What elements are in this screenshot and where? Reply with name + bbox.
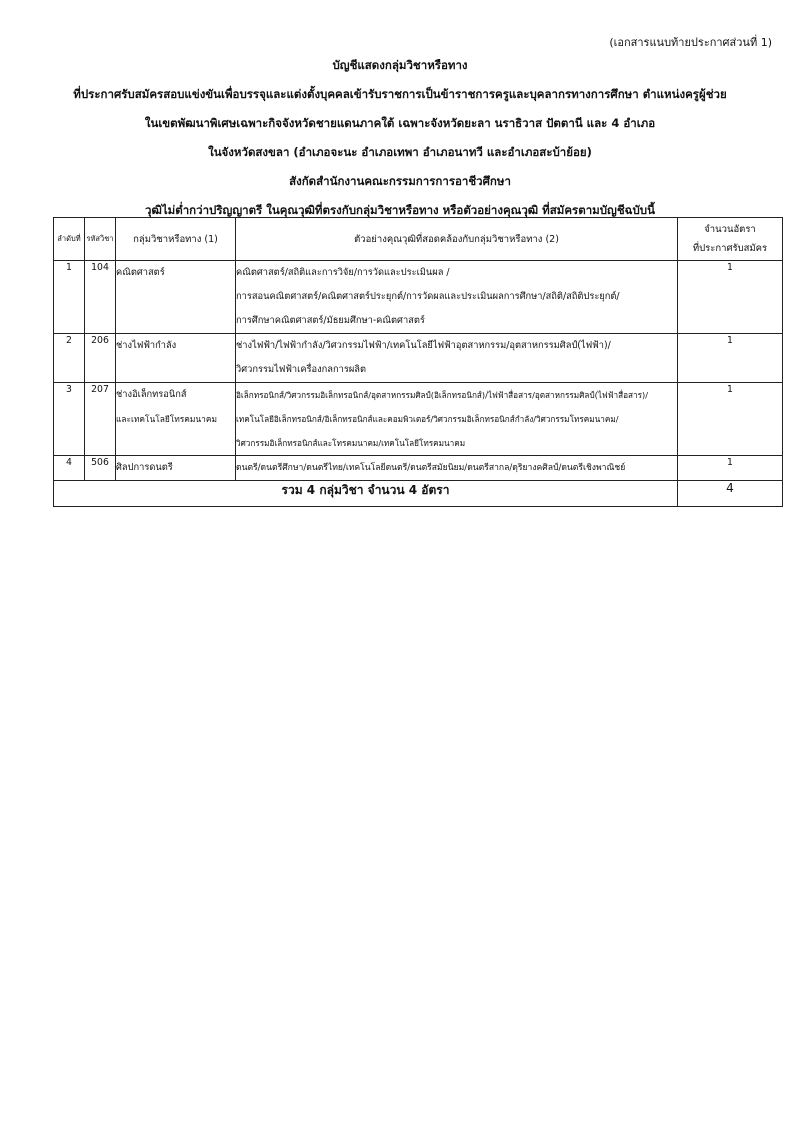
heading-line-4: ในจังหวัดสงขลา (อำเภอจะนะ อำเภอเทพา อำเภอนาทวี และอำเภอสะบ้าย้อย) (208, 145, 592, 159)
header-code: รหัสวิชา (85, 218, 116, 261)
row-subject (116, 334, 236, 383)
row-subject (116, 261, 236, 334)
row-code: 207 (85, 383, 116, 456)
row-subject (116, 456, 236, 481)
row-no: 3 (54, 383, 85, 456)
qualification-line: วิศวกรรมอิเล็กทรอนิกส์และโทรคมนาคม/เทคโนโลยีโทรคมนาคม (236, 438, 466, 448)
qualification-line: เทคโนโลยีอิเล็กทรอนิกส์/อิเล็กทรอนิกส์และคอมพิวเตอร์/วิศวกรรมอิเล็กทรอนิกส์กำลัง/วิศวกรรมโทรคมนาคม/ (236, 414, 619, 424)
document-heading (40, 58, 760, 232)
table-row (54, 383, 783, 456)
subject-line: และเทคโนโลยีโทรคมนาคม (116, 414, 217, 424)
header-qualification: ตัวอย่างคุณวุฒิที่สอดคล้องกับกลุ่มวิชาหรือทาง (2) (236, 218, 678, 261)
qualification-line: การสอนคณิตศาสตร์/คณิตศาสตร์ประยุกต์/การวัดผลและประเมินผลการศึกษา/สถิติ/สถิติประยุกต์/ (236, 291, 620, 302)
row-code: 206 (85, 334, 116, 383)
table-row (54, 456, 783, 481)
subject-line: ศิลปการดนตรี (116, 462, 173, 473)
row-quota: 1 (678, 261, 783, 334)
header-no: ลำดับที่ (54, 218, 85, 261)
row-quota: 1 (678, 456, 783, 481)
row-qualification (236, 456, 678, 481)
row-subject (116, 383, 236, 456)
heading-line-3: ในเขตพัฒนาพิเศษเฉพาะกิจจังหวัดชายแดนภาคใต้ เฉพาะจังหวัดยะลา นราธิวาส ปัตตานี และ 4 อำเภอ (144, 116, 656, 130)
table-row (54, 261, 783, 334)
qualification-line: อิเล็กทรอนิกส์/วิศวกรรมอิเล็กทรอนิกส์/อุตสาหกรรมศิลป์(อิเล็กทรอนิกส์)/ไฟฟ้าสื่อสาร/อุตสาหกรรมศิลป์(ไฟฟ้าสื่อสาร)/ (236, 390, 648, 400)
row-quota: 1 (678, 383, 783, 456)
subject-line: ช่างไฟฟ้ากำลัง (116, 340, 177, 351)
subject-line: คณิตศาสตร์ (116, 267, 165, 278)
row-code: 104 (85, 261, 116, 334)
row-quota: 1 (678, 334, 783, 383)
attachment-note: (เอกสารแนบท้ายประกาศส่วนที่ 1) (609, 36, 772, 49)
row-no: 1 (54, 261, 85, 334)
total-label: รวม 4 กลุ่มวิชา จำนวน 4 อัตรา (54, 481, 678, 507)
row-qualification (236, 261, 678, 334)
header-quota-line1: จำนวนอัตรา (704, 224, 756, 235)
table-total-row (54, 481, 783, 507)
row-no: 4 (54, 456, 85, 481)
total-value: 4 (678, 481, 783, 507)
qualification-line: การศึกษาคณิตศาสตร์/มัธยมศึกษา-คณิตศาสตร์ (236, 315, 425, 326)
header-quota-line2: ที่ประกาศรับสมัคร (692, 243, 768, 254)
qualification-line: ช่างไฟฟ้า/ไฟฟ้ากำลัง/วิศวกรรมไฟฟ้า/เทคโนโลยีไฟฟ้าอุตสาหกรรม/อุตสาหกรรมศิลป์(ไฟฟ้า)/ (236, 340, 611, 351)
row-code: 506 (85, 456, 116, 481)
qualification-line: ดนตรี/ดนตรีศึกษา/ดนตรีไทย/เทคโนโลยีดนตรี/ดนตรีสมัยนิยม/ดนตรีสากล/ดุริยางคศิลป์/ดนตรีเชิงพาณิชย์ (236, 463, 626, 473)
row-qualification (236, 334, 678, 383)
row-no: 2 (54, 334, 85, 383)
subject-line: ช่างอิเล็กทรอนิกส์ (116, 389, 187, 400)
qualification-line: วิศวกรรมไฟฟ้าเครื่องกลการผลิต (236, 364, 367, 375)
heading-line-2: ที่ประกาศรับสมัครสอบแข่งขันเพื่อบรรจุและแต่งตั้งบุคคลเข้ารับราชการเป็นข้าราชการครูและบุคลากรทางการศึกษา ตำแหน่งครูผู้ช่วย (73, 87, 727, 101)
subjects-table (53, 217, 783, 507)
heading-line-6: วุฒิไม่ต่ำกว่าปริญญาตรี ในคุณวุฒิที่ตรงกับกลุ่มวิชาหรือทาง หรือตัวอย่างคุณวุฒิ ที่สมัครตามบัญชีฉบับนี้ (145, 203, 655, 217)
header-quota (678, 218, 783, 261)
table-row (54, 334, 783, 383)
header-subject: กลุ่มวิชาหรือทาง (1) (116, 218, 236, 261)
qualification-line: คณิตศาสตร์/สถิติและการวิจัย/การวัดและประเมินผล / (236, 267, 450, 278)
heading-title: บัญชีแสดงกลุ่มวิชาหรือทาง (332, 58, 468, 72)
heading-line-5: สังกัดสำนักงานคณะกรรมการการอาชีวศึกษา (289, 174, 511, 188)
table-header-row (54, 218, 783, 261)
row-qualification (236, 383, 678, 456)
